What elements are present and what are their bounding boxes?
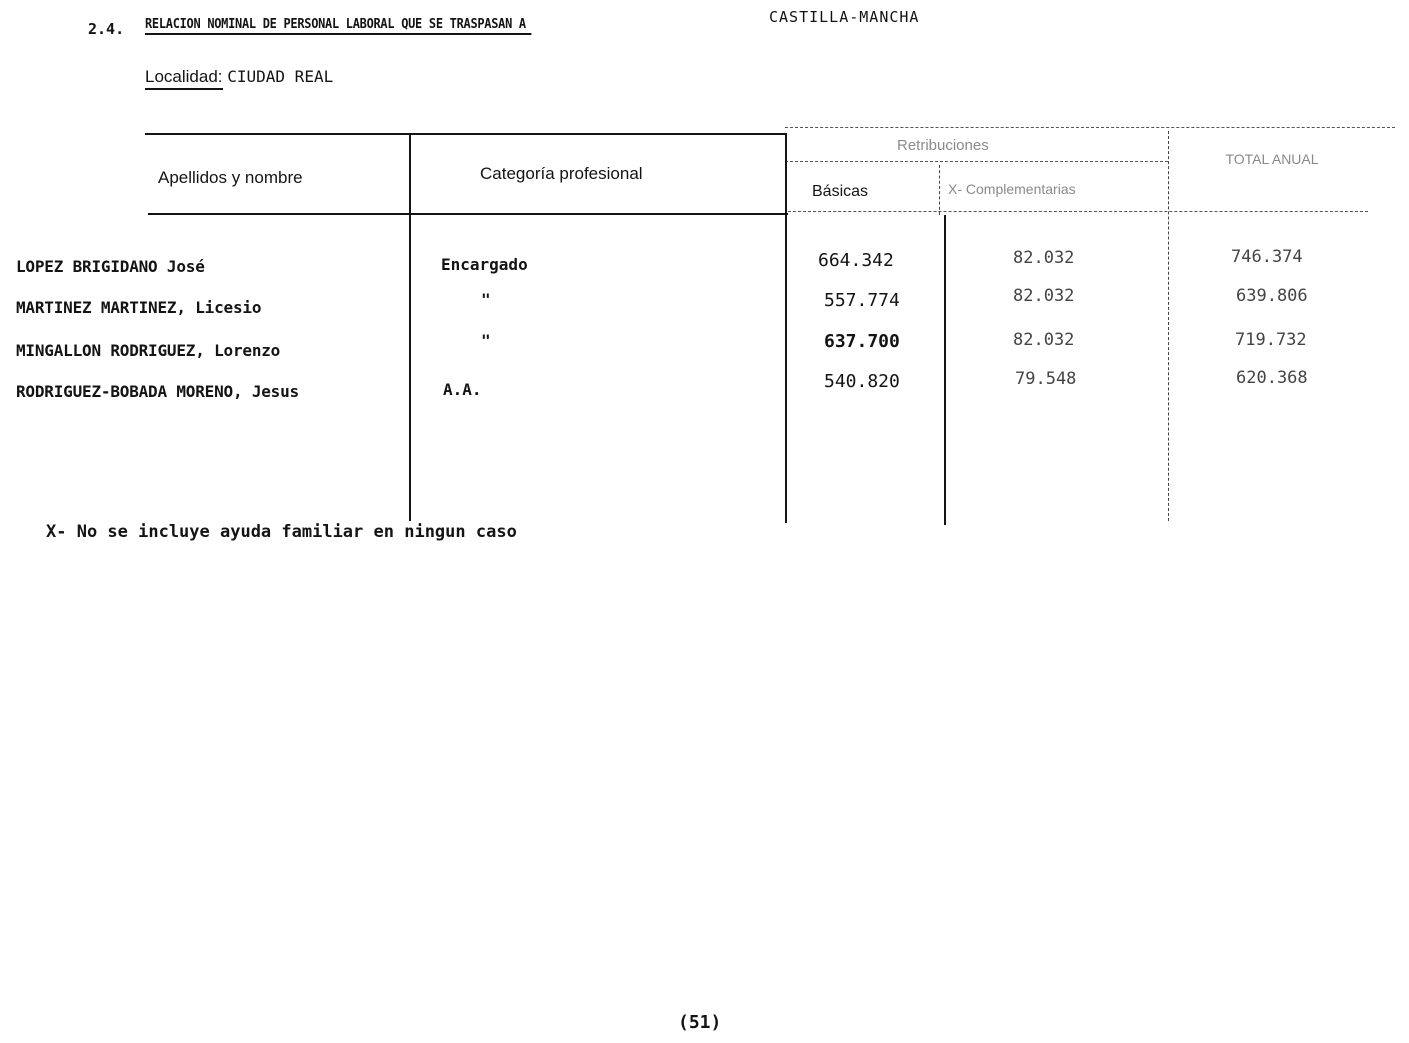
- locality-label: Localidad:: [145, 67, 223, 90]
- row-4-basicas: 540.820: [824, 371, 900, 392]
- header-category: Categoría profesional: [480, 164, 643, 183]
- header-total: TOTAL ANUAL: [1225, 151, 1319, 167]
- locality-line: [145, 67, 333, 87]
- header-retribuciones: Retribuciones: [897, 137, 989, 154]
- table-top-rule-right: [785, 127, 1395, 128]
- document-title: RELACION NOMINAL DE PERSONAL LABORAL QUE SE TRASPASAN A: [145, 17, 526, 32]
- col-divider-4: [1168, 131, 1169, 521]
- title-region: CASTILLA-MANCHA: [769, 8, 920, 26]
- row-1-basicas: 664.342: [818, 250, 894, 271]
- col-divider-1: [409, 133, 411, 521]
- row-2-total: 639.806: [1236, 286, 1308, 306]
- table-top-rule: [145, 133, 785, 135]
- locality-value: CIUDAD REAL: [227, 67, 334, 86]
- row-2-complementarias: 82.032: [1013, 286, 1075, 306]
- footnote: X- No se incluye ayuda familiar en ningun caso: [46, 522, 517, 542]
- row-1-total: 746.374: [1231, 247, 1303, 267]
- section-number: 2.4.: [88, 20, 125, 38]
- row-3-complementarias: 82.032: [1013, 330, 1075, 350]
- header-complementarias: X- Complementarias: [948, 181, 1076, 197]
- row-4-total: 620.368: [1236, 368, 1308, 388]
- row-4-name: RODRIGUEZ-BOBADA MORENO, Jesus: [16, 382, 299, 401]
- row-3-category: ": [481, 331, 491, 350]
- row-1-category: Encargado: [441, 255, 528, 274]
- page-number: (51): [678, 1012, 722, 1033]
- header-bottom-rule-right: [788, 211, 1368, 212]
- row-1-name: LOPEZ BRIGIDANO José: [16, 257, 205, 276]
- col-divider-3: [944, 215, 946, 525]
- row-4-category: A.A.: [443, 380, 482, 399]
- row-4-complementarias: 79.548: [1015, 369, 1077, 389]
- header-bottom-rule: [148, 213, 788, 215]
- header-name: Apellidos y nombre: [158, 168, 303, 187]
- header-basicas: Básicas: [812, 183, 869, 200]
- row-2-category: ": [481, 290, 491, 309]
- retribuciones-rule: [785, 161, 1168, 162]
- col-divider-3-header: [939, 165, 940, 215]
- col-divider-2: [785, 133, 787, 523]
- row-1-complementarias: 82.032: [1013, 248, 1075, 268]
- row-3-basicas: 637.700: [824, 331, 900, 352]
- row-2-name: MARTINEZ MARTINEZ, Licesio: [16, 298, 262, 317]
- row-2-basicas: 557.774: [824, 290, 900, 311]
- row-3-total: 719.732: [1235, 330, 1307, 350]
- row-3-name: MINGALLON RODRIGUEZ, Lorenzo: [16, 341, 281, 360]
